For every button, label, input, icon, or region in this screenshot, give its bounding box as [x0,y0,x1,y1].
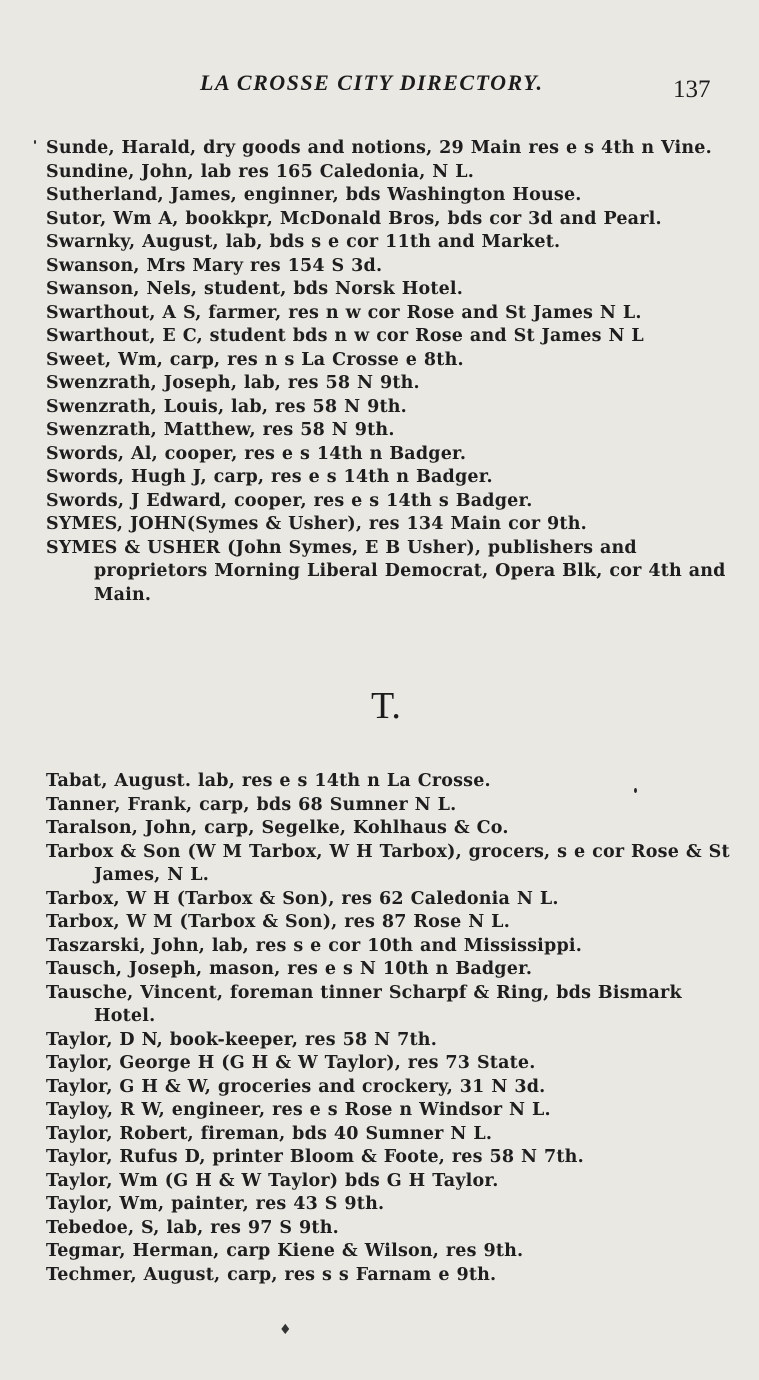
directory-entry: Taylor, Wm, painter, res 43 S 9th. [46,1194,385,1214]
directory-entry: Tausch, Joseph, mason, res e s N 10th n Badger. [46,959,533,979]
directory-entry: Swanson, Nels, student, bds Norsk Hotel. [46,279,464,299]
directory-entry: Taylor, Wm (G H & W Taylor) bds G H Taylor. [46,1170,499,1191]
directory-entry: Swords, Hugh J, carp, res e s 14th n Badger. [46,467,493,487]
directory-entry: Sundine, John, lab res 165 Caledonia, N L. [46,161,475,182]
directory-entry: Swords, J Edward, cooper, res e s 14th s Badger. [46,490,533,511]
directory-entry: Tegmar, Herman, carp Kiene & Wilson, res 9th. [46,1241,524,1261]
directory-entry: Swenzrath, Joseph, lab, res 58 N 9th. [46,373,420,393]
directory-entry: Taylor, Robert, fireman, bds 40 Sumner N L. [46,1123,493,1144]
directory-entry: Taylor, D N, book-keeper, res 58 N 7th. [46,1029,438,1050]
directory-entry: Techmer, August, carp, res s s Farnam e 9th. [46,1264,497,1285]
directory-entry: Swanson, Mrs Mary res 154 S 3d. [46,255,383,276]
directory-entry: Swenzrath, Louis, lab, res 58 N 9th. [46,396,407,417]
directory-entry: SYMES & USHER (John Symes, E B Usher), publishers and proprietors Morning Liberal Democrat, Opera Blk, cor 4th and Main. [46,537,726,605]
running-header-title: LA CROSSE CITY DIRECTORY. [200,70,544,95]
directory-entry: Taszarski, John, lab, res s e cor 10th and Mississippi. [46,935,583,956]
directory-entry: Tarbox, W H (Tarbox & Son), res 62 Caledonia N L. [46,888,559,909]
directory-entry: Taralson, John, carp, Segelke, Kohlhaus & Co. [46,818,509,838]
directory-entry: Sunde, Harald, dry goods and notions, 29 Main res e s 4th n Vine. [46,138,712,158]
footer-ornament: ♦ [279,1322,292,1338]
directory-entry: Sutherland, James, enginner, bds Washington House. [46,185,582,205]
directory-entry: Taylor, Rufus D, printer Bloom & Foote, res 58 N 7th. [46,1147,584,1167]
directory-entry: Sutor, Wm A, bookkpr, McDonald Bros, bds cor 3d and Pearl. [46,208,662,229]
ink-speck [34,140,36,144]
directory-entry: Tarbox, W M (Tarbox & Son), res 87 Rose N L. [46,912,510,932]
directory-entry: Tayloy, R W, engineer, res e s Rose n Windsor N L. [46,1100,551,1120]
ink-speck [634,788,637,793]
directory-entry: Taylor, George H (G H & W Taylor), res 73 State. [46,1053,536,1073]
directory-entry: Swarthout, A S, farmer, res n w cor Rose and St James N L. [46,302,642,323]
directory-entry: Tanner, Frank, carp, bds 68 Sumner N L. [46,794,457,815]
directory-entry: Tebedoe, S, lab, res 97 S 9th. [46,1217,339,1238]
directory-entry: Tausche, Vincent, foreman tinner Scharpf & Ring, bds Bismark Hotel. [46,982,682,1026]
directory-entry: Tarbox & Son (W M Tarbox, W H Tarbox), grocers, s e cor Rose & St James, N L. [46,841,730,885]
directory-entry: Taylor, G H & W, groceries and crockery, 31 N 3d. [46,1076,546,1097]
directory-entry: Swarthout, E C, student bds n w cor Rose and St James N L [46,326,644,346]
directory-entry: SYMES, JOHN(Symes & Usher), res 134 Main cor 9th. [46,514,587,534]
directory-entry: Swarnky, August, lab, bds s e cor 11th and Market. [46,232,561,252]
page-number: 137 [673,76,711,103]
directory-entry: Sweet, Wm, carp, res n s La Crosse e 8th. [46,349,464,370]
directory-entry: Swords, Al, cooper, res e s 14th n Badger. [46,443,467,464]
entry-list-s [0,137,759,607]
directory-entry: Tabat, August. lab, res e s 14th n La Crosse. [46,771,491,791]
entry-list-t [0,770,759,1287]
section-heading-t: T. [371,685,401,727]
directory-entry: Swenzrath, Matthew, res 58 N 9th. [46,420,395,440]
